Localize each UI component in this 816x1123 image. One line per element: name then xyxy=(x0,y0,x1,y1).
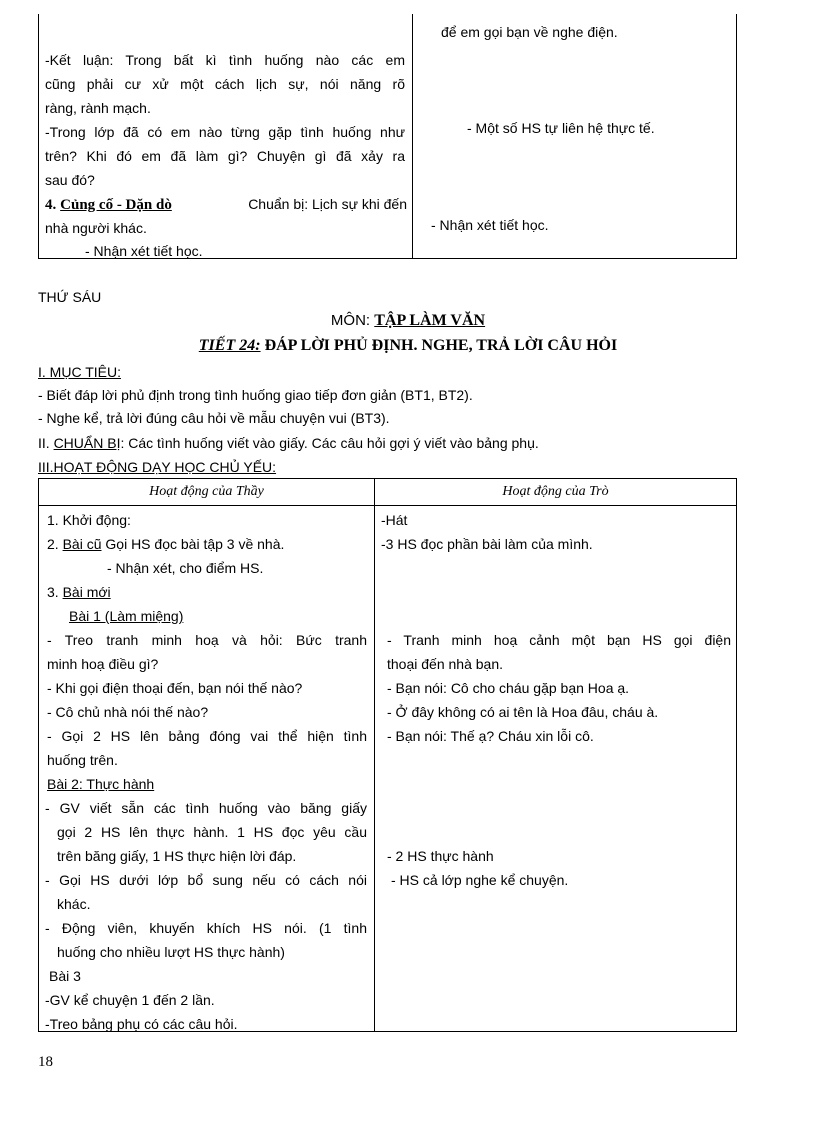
exercise-3-heading: Bài 3 xyxy=(49,968,81,984)
question-line-2: trên? Khi đó em đã làm gì? Chuyện gì đã xảy ra xyxy=(45,148,405,164)
lesson-label: TIẾT 24: xyxy=(198,337,261,354)
student-line-9: - HS cả lớp nghe kể chuyện. xyxy=(391,872,569,888)
page-number: 18 xyxy=(38,1054,53,1070)
teacher-line-18: - Động viên, khuyến khích HS nói. (1 tình xyxy=(45,920,367,936)
teacher-new-lesson xyxy=(47,580,111,604)
teacher-line-21: -GV kể chuyện 1 đến 2 lần. xyxy=(45,992,215,1008)
section-4-line-3: - Nhận xét tiết học. xyxy=(85,243,203,259)
student-line-2: - Một số HS tự liên hệ thực tế. xyxy=(467,120,655,136)
activities-heading: III.HOẠT ĐỘNG DẠY HỌC CHỦ YẾU: xyxy=(38,459,277,475)
section-4-number: 4. xyxy=(45,197,57,213)
column-divider xyxy=(374,479,375,1031)
old-lesson-number: 2. xyxy=(47,536,59,552)
exercise-2-heading: Bài 2: Thực hành xyxy=(47,776,155,792)
teacher-line-17: khác. xyxy=(57,896,91,912)
column-divider xyxy=(412,14,413,258)
student-line-3: - Tranh minh hoạ cảnh một bạn HS gọi điện xyxy=(387,632,731,648)
teacher-line-6: - Treo tranh minh hoạ và hỏi: Bức tranh xyxy=(47,632,367,648)
teacher-grading: - Nhận xét, cho điểm HS. xyxy=(107,560,264,576)
student-line-7: - Bạn nói: Thế ạ? Cháu xin lỗi cô. xyxy=(387,728,594,744)
subject-line xyxy=(0,310,816,332)
new-lesson-number: 3. xyxy=(47,584,59,600)
student-line-5: - Bạn nói: Cô cho cháu gặp bạn Hoa ạ. xyxy=(387,680,630,696)
preparation-prefix: II. xyxy=(38,435,50,451)
new-lesson-label: Bài mới xyxy=(62,584,111,600)
continuation-table xyxy=(38,14,737,259)
section-4-heading xyxy=(45,192,407,217)
teacher-line-22: -Treo bảng phụ có các câu hỏi. xyxy=(45,1016,238,1032)
question-line-3: sau đó? xyxy=(45,172,95,188)
conclusion-line-2: cũng phải cư xử một cách lịch sự, nói năng rõ xyxy=(45,76,405,92)
conclusion-line-1: -Kết luận: Trong bất kì tình huống nào các em xyxy=(45,52,405,68)
teacher-line-11: huống trên. xyxy=(47,752,118,768)
question-line-1: -Trong lớp đã có em nào từng gặp tình huống như xyxy=(45,124,405,140)
exercise-1-heading: Bài 1 (Làm miệng) xyxy=(69,608,184,624)
student-read-homework: -3 HS đọc phần bài làm của mình. xyxy=(381,536,593,552)
teacher-column-header: Hoạt động của Thầy xyxy=(149,484,264,499)
teacher-line-16: - Gọi HS dưới lớp bổ sung nếu có cách nói xyxy=(45,872,367,888)
teacher-line-7: minh hoạ điều gì? xyxy=(47,656,159,672)
preparation-text: : Các tình huống viết vào giấy. Các câu hỏi gợi ý viết vào bảng phụ. xyxy=(120,435,539,451)
student-line-8: - 2 HS thực hành xyxy=(387,848,494,864)
section-4-text: Chuẩn bị: Lịch sự khi đến xyxy=(248,196,407,212)
student-line-1: để em gọi bạn về nghe điện. xyxy=(441,24,618,40)
lesson-title-line xyxy=(0,334,816,358)
teacher-line-15: trên băng giấy, 1 HS thực hiện lời đáp. xyxy=(57,848,297,864)
objective-1: - Biết đáp lời phủ định trong tình huống giao tiếp đơn giản (BT1, BT2). xyxy=(38,387,473,403)
teacher-line-9: - Cô chủ nhà nói thế nào? xyxy=(47,704,209,720)
day-label: THỨ SÁU xyxy=(38,289,102,305)
student-line-3: - Nhận xét tiết học. xyxy=(431,217,549,233)
student-column-header: Hoạt động của Trò xyxy=(502,484,609,499)
lesson-title: ĐÁP LỜI PHỦ ĐỊNH. NGHE, TRẢ LỜI CÂU HỎI xyxy=(264,337,618,354)
old-lesson-label: Bài cũ xyxy=(62,536,102,552)
teacher-line-8: - Khi gọi điện thoại đến, bạn nói thế nào? xyxy=(47,680,303,696)
section-4-line-2: nhà người khác. xyxy=(45,220,147,236)
subject-prefix: MÔN: xyxy=(330,312,371,329)
student-line-4: thoại đến nhà bạn. xyxy=(387,656,503,672)
header-rule xyxy=(39,505,736,506)
old-lesson-text: Gọi HS đọc bài tập 3 về nhà. xyxy=(101,536,285,552)
student-sing: -Hát xyxy=(381,512,408,528)
subject-title: TẬP LÀM VĂN xyxy=(374,312,486,329)
preparation-line xyxy=(38,431,539,455)
teacher-line-14: gọi 2 HS lên thực hành. 1 HS đọc yêu cầu xyxy=(57,824,367,840)
teacher-line-19: huống cho nhiều lượt HS thực hành) xyxy=(57,944,285,960)
teacher-startup: 1. Khởi động: xyxy=(47,512,131,528)
objectives-heading: I. MỤC TIÊU: xyxy=(38,364,121,380)
preparation-heading: CHUẨN BỊ xyxy=(53,435,121,451)
section-4-title: Củng cố - Dặn dò xyxy=(60,197,172,213)
conclusion-line-3: ràng, rành mạch. xyxy=(45,100,151,116)
teacher-line-10: - Gọi 2 HS lên bảng đóng vai thể hiện tình xyxy=(47,728,367,744)
teacher-old-lesson xyxy=(47,532,284,556)
lesson-activities-table xyxy=(38,478,737,1032)
teacher-line-13: - GV viết sẵn các tình huống vào băng giấy xyxy=(45,800,367,816)
student-line-6: - Ở đây không có ai tên là Hoa đâu, cháu à. xyxy=(387,704,659,720)
objective-2: - Nghe kể, trả lời đúng câu hỏi về mẫu chuyện vui (BT3). xyxy=(38,410,390,426)
